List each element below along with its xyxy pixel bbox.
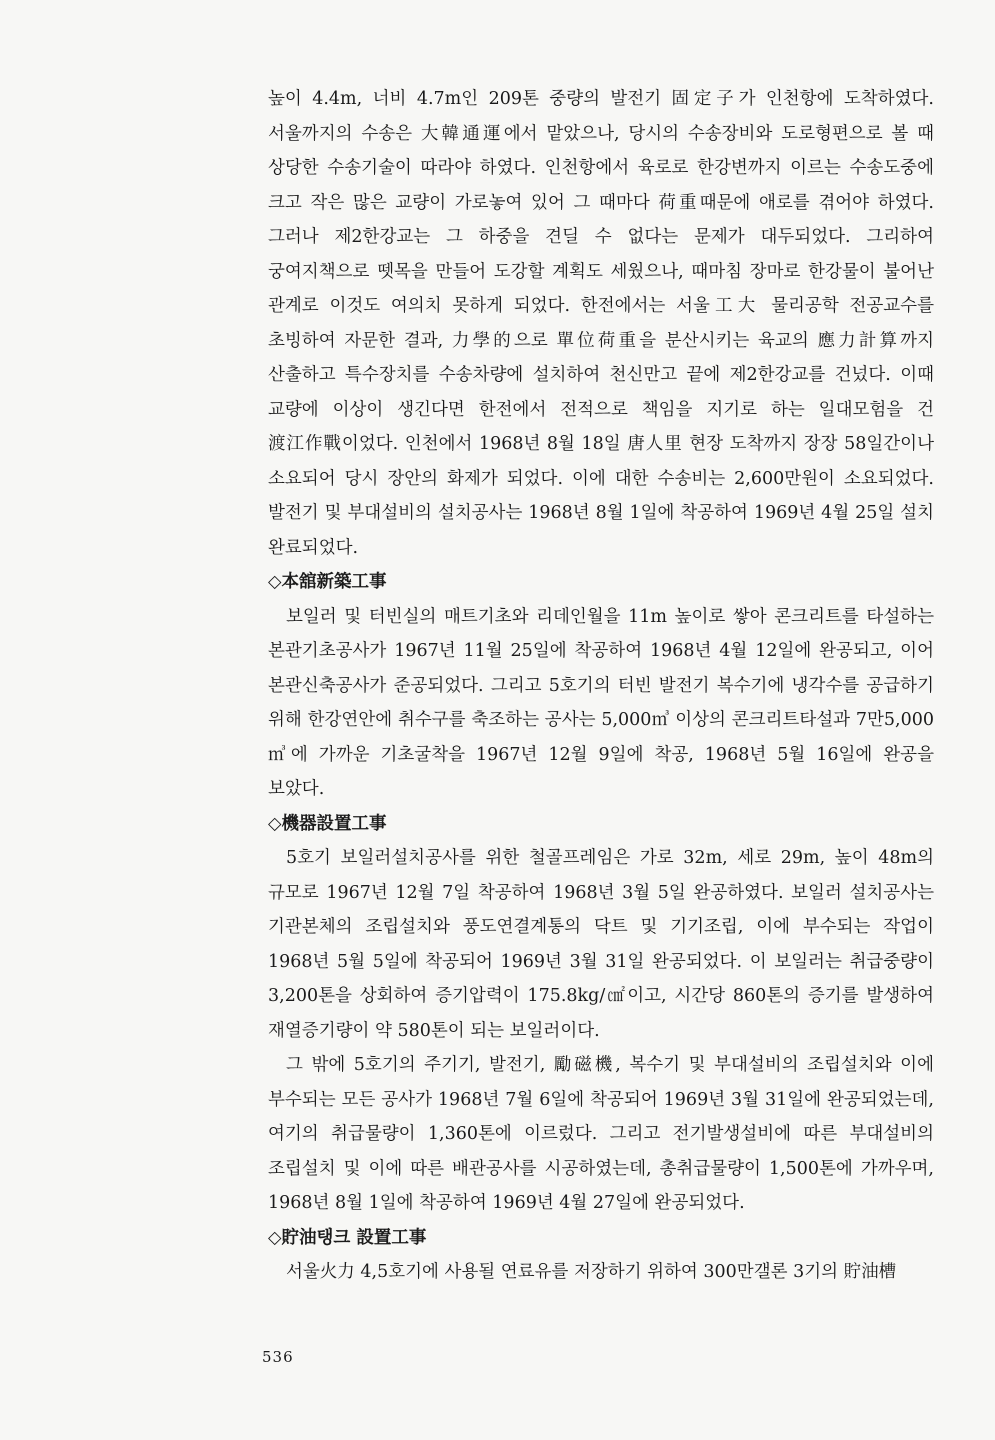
paragraph-main-building: 보일러 및 터빈실의 매트기초와 리데인월을 11m 높이로 쌓아 콘크리트를 타설하는 본관기초공사가 1967년 11월 25일에 착공하여 1968년 4월 12일에 완공되고, 이어 본관신축공사가 준공되었다. 그리고 5호기의 터빈 발전기 복수기에 냉각수를 공급하기 위해 한강연안에 취수구를 축조하는 공사는 5,000㎥ 이상의 콘크리트타설과 7만5,000㎥에 가까운 기초굴착을 1967년 12월 9일에 착공, 1968년 5월 16일에 완공을 보았다.: [268, 606, 934, 799]
paragraph-generator-transport: 높이 4.4m, 너비 4.7m인 209톤 중량의 발전기 固定子가 인천항에 도착하였다. 서울까지의 수송은 大韓通運에서 맡았으나, 당시의 수송장비와 도로형편으로 볼 때 상당한 수송기술이 따라야 하였다. 인천항에서 육로로 한강변까지 이르는 수송도중에 크고 작은 많은 교량이 가로놓여 있어 그 때마다 荷重때문에 애로를 겪어야 하였다. 그러나 제2한강교는 그 하중을 견딜 수 없다는 문제가 대두되었다. 그리하여 궁여지책으로 뗏목을 만들어 도강할 계획도 세웠으나, 때마침 장마로 한강물이 불어난 관계로 이것도 여의치 못하게 되었다. 한전에서는 서울工大 물리공학 전공교수를 초빙하여 자문한 결과, 力學的으로 單位荷重을 분산시키는 육교의 應力計算까지 산출하고 특수장치를 수송차량에 설치하여 천신만고 끝에 제2한강교를 건넜다. 이때 교량에 이상이 생긴다면 한전에서 전적으로 책임을 지기로 하는 일대모험을 건 渡江作戰이었다. 인천에서 1968년 8월 18일 唐人里 현장 도착까지 장장 58일간이나 소요되어 당시 장안의 화제가 되었다. 이에 대한 수송비는 2,600만원이 소요되었다. 발전기 및 부대설비의 설치공사는 1968년 8월 1일에 착공하여 1969년 4월 25일 설치 완료되었다.: [268, 89, 934, 558]
page-number: 536: [262, 1348, 294, 1366]
section-heading-equipment: ◇機器設置工事: [268, 813, 387, 834]
paragraph-boiler: 5호기 보일러설치공사를 위한 철골프레임은 가로 32m, 세로 29m, 높이 48m의 규모로 1967년 12월 7일 착공하여 1968년 3월 5일 완공하였다. 보일러 설치공사는 기관본체의 조립설치와 풍도연결계통의 닥트 및 기기조립, 이에 부수되는 작업이 1968년 5월 5일에 착공되어 1969년 3월 31일 완공되었다. 이 보일러는 취급중량이 3,200톤을 상회하여 증기압력이 175.8kg/㎠이고, 시간당 860톤의 증기를 발생하여 재열증기량이 약 580톤이 되는 보일러이다.: [268, 848, 934, 1041]
section-heading-oil-tank: ◇貯油탱크 設置工事: [268, 1227, 427, 1248]
section-heading-main-building: ◇本舘新築工事: [268, 572, 387, 592]
body-text: [268, 82, 934, 1290]
paragraph-other-equipment: 그 밖에 5호기의 주기기, 발전기, 勵磁機, 복수기 및 부대설비의 조립설치와 이에 부수되는 모든 공사가 1968년 7월 6일에 착공되어 1969년 3월 31일에 완공되었는데, 여기의 취급물량이 1,360톤에 이르렀다. 그리고 전기발생설비에 따른 부대설비의 조립설치 및 이에 따른 배관공사를 시공하였는데, 총취급물량이 1,500톤에 가까우며, 1968년 8월 1일에 착공하여 1969년 4월 27일에 완공되었다.: [268, 1055, 934, 1213]
paragraph-oil-tank: 서울火力 4,5호기에 사용될 연료유를 저장하기 위하여 300만갤론 3기의 貯油槽: [286, 1262, 897, 1282]
